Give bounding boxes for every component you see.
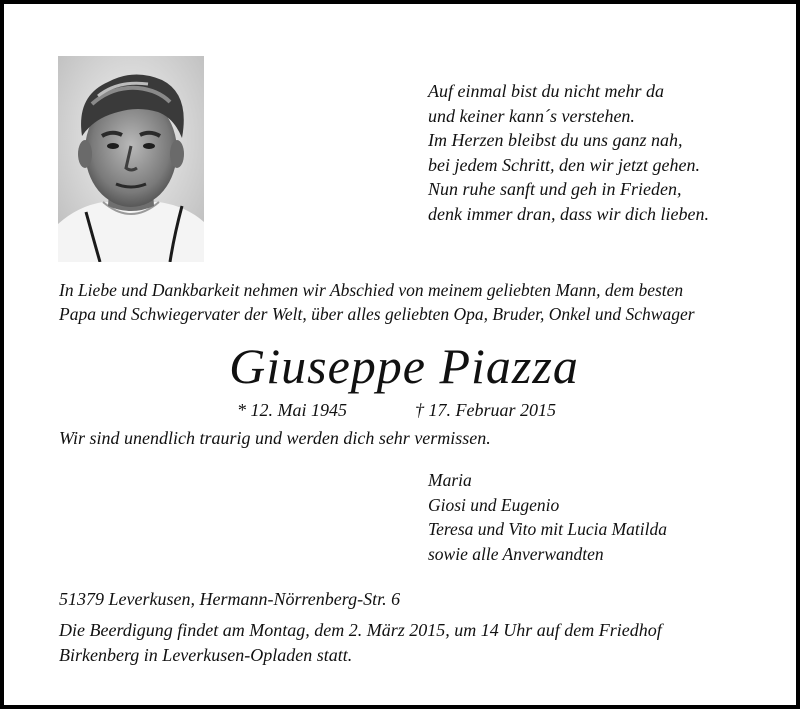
funeral-notice bbox=[59, 618, 759, 667]
poem bbox=[428, 79, 709, 226]
farewell-intro bbox=[59, 278, 759, 326]
address: 51379 Leverkusen, Hermann-Nörrenberg-Str. 6 bbox=[59, 589, 401, 609]
poem-line: Im Herzen bleibst du uns ganz nah, bbox=[428, 130, 683, 150]
family-name: sowie alle Anverwandten bbox=[428, 543, 604, 564]
poem-line: Nun ruhe sanft und geh in Frieden, bbox=[428, 179, 682, 199]
family-signatures bbox=[428, 468, 667, 566]
death-date: † 17. Februar 2015 bbox=[415, 400, 556, 420]
funeral-line: Birkenberg in Leverkusen-Opladen statt. bbox=[59, 644, 353, 665]
portrait-image bbox=[58, 56, 204, 262]
poem-line: bei jedem Schritt, den wir jetzt gehen. bbox=[428, 154, 700, 175]
family-name: Teresa und Vito mit Lucia Matilda bbox=[428, 519, 668, 539]
portrait-photo bbox=[58, 56, 204, 262]
poem-line: und keiner kann´s verstehen. bbox=[428, 105, 635, 126]
birth-date: * 12. Mai 1945 bbox=[237, 400, 347, 420]
family-name: Giosi und Eugenio bbox=[428, 494, 560, 515]
poem-line: denk immer dran, dass wir dich lieben. bbox=[428, 203, 709, 224]
intro-line: In Liebe und Dankbarkeit nehmen wir Abschied von meinem geliebten Mann, dem besten bbox=[59, 280, 684, 300]
intro-line: Papa und Schwiegervater der Welt, über alles geliebten Opa, Bruder, Onkel und Schwager bbox=[59, 304, 695, 324]
mourning-statement: Wir sind unendlich traurig und werden dich sehr vermissen. bbox=[59, 428, 491, 448]
deceased-name: Giuseppe Piazza bbox=[229, 338, 579, 394]
funeral-line: Die Beerdigung findet am Montag, dem 2. März 2015, um 14 Uhr auf dem Friedhof bbox=[59, 620, 662, 640]
family-name: Maria bbox=[428, 470, 472, 490]
poem-line: Auf einmal bist du nicht mehr da bbox=[428, 81, 664, 101]
